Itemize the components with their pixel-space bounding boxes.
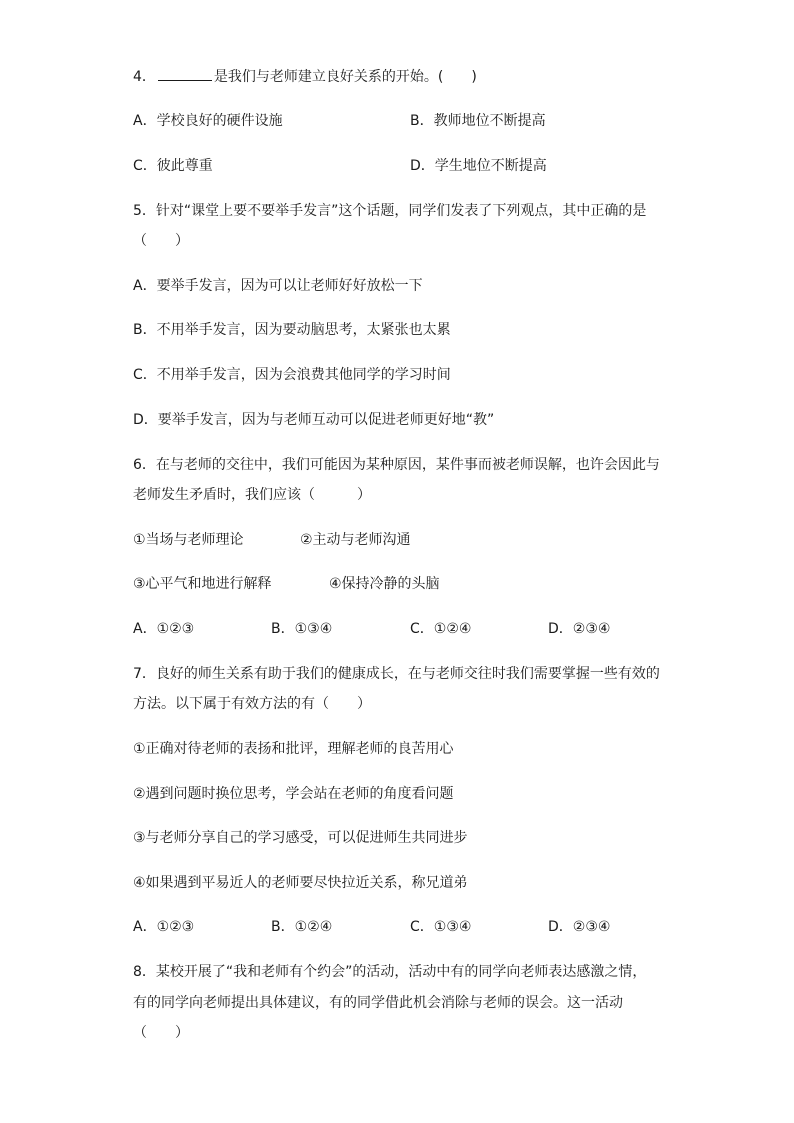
question-8-stem-line-3: （ ） [133,1025,189,1041]
option-c: C．不用举手发言，因为会浪费其他同学的学习时间 [133,367,451,383]
option-a: A．学校良好的硬件设施 [133,113,283,129]
option-a: A．①②③ [133,919,195,935]
option-b: B．①③④ [271,621,333,637]
option-b: B．教师地位不断提高 [410,113,546,129]
option-c: C．①②④ [410,621,472,637]
option-a: A．要举手发言，因为可以让老师好好放松一下 [133,278,423,294]
statement-2: ②遇到问题时换位思考，学会站在老师的角度看问题 [133,786,454,802]
question-6-stem-line-1: 6．在与老师的交往中，我们可能因为某种原因，某件事而被老师误解，也许会因此与 [133,457,660,473]
statement-3: ③心平气和地进行解释 [133,576,272,592]
option-b: B．①②④ [271,919,333,935]
statement-4: ④保持冷静的头脑 [329,576,440,592]
option-d: D．②③④ [548,621,611,637]
question-5-stem-line-2: （ ） [133,233,189,249]
option-b: B．不用举手发言，因为要动脑思考，太紧张也太累 [133,322,451,338]
question-7-stem-line-2: 方法。以下属于有效方法的有（ ） [133,696,371,712]
option-a: A．①②③ [133,621,195,637]
statement-1: ①正确对待老师的表扬和批评，理解老师的良苦用心 [133,741,454,757]
option-d: D．学生地位不断提高 [410,158,547,174]
question-number: 4． [133,69,156,85]
question-text: 是我们与老师建立良好关系的开始。( ) [213,69,477,85]
question-4-stem [133,66,477,87]
statement-3: ③与老师分享自己的学习感受，可以促进师生共同进步 [133,830,468,846]
fill-in-blank [158,66,212,81]
question-8-stem-line-2: 有的同学向老师提出具体建议，有的同学借此机会消除与老师的误会。这一活动 [133,995,623,1011]
statement-2: ②主动与老师沟通 [300,532,411,548]
option-d: D．②③④ [548,919,611,935]
statement-1: ①当场与老师理论 [133,532,244,548]
option-c: C．①③④ [410,919,472,935]
option-c: C．彼此尊重 [133,158,213,174]
question-7-stem-line-1: 7．良好的师生关系有助于我们的健康成长，在与老师交往时我们需要掌握一些有效的 [133,666,660,682]
statement-4: ④如果遇到平易近人的老师要尽快拉近关系，称兄道弟 [133,875,468,891]
option-d: D．要举手发言，因为与老师互动可以促进老师更好地“教” [133,412,495,428]
question-6-stem-line-2: 老师发生矛盾时，我们应该（ ） [133,487,371,503]
question-8-stem-line-1: 8．某校开展了“我和老师有个约会”的活动，活动中有的同学向老师表达感激之情， [133,964,647,980]
question-5-stem-line-1: 5．针对“课堂上要不要举手发言”这个话题，同学们发表了下列观点，其中正确的是 [133,203,647,219]
